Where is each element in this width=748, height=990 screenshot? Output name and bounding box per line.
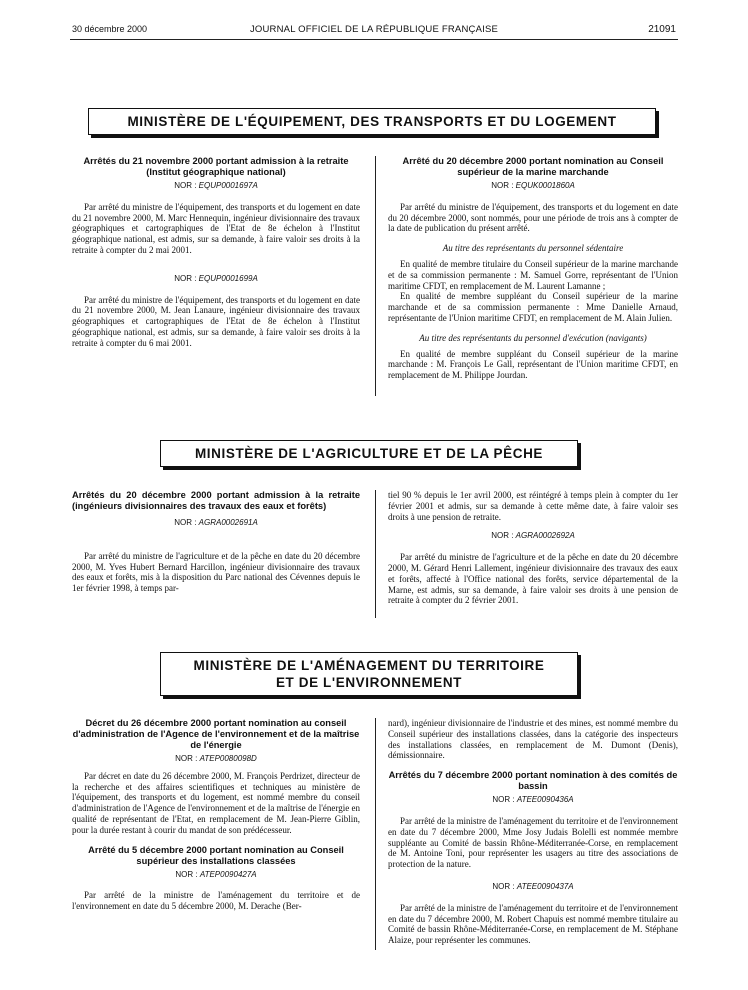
paragraph: En qualité de membre suppléant du Conseil supérieur de la marine marchande : M. François Le Gall, représentant de l'Union maritime CFDT, en remplacement de M. Philippe Jourdan. [388, 348, 678, 381]
nor-reference: NOR : EQUK0001860A [491, 181, 575, 190]
amenagement-left-column [72, 718, 360, 921]
ministry-heading-amenagement [160, 652, 578, 696]
ministry-heading-equipement: MINISTÈRE DE L'ÉQUIPEMENT, DES TRANSPORTS ET DU LOGEMENT [88, 108, 656, 135]
journal-title: JOURNAL OFFICIEL DE LA RÉPUBLIQUE FRANÇAISE [249, 24, 499, 35]
equipement-left-column [72, 156, 360, 358]
agriculture-right-column [388, 490, 678, 615]
paragraph: En qualité de membre titulaire du Conseil supérieur de la marine marchande et de sa commission permanente : M. Samuel Gorre, représentant de l'Union maritime CFDT, en remplacement de M. Laurent Lamanne ; [388, 258, 678, 291]
paragraph: Par décret en date du 26 décembre 2000, M. François Perdrizet, directeur de la recherche et des affaires scientifiques et techniques au ministère de l'équipement, des transports et du logement, est nommé membre du conseil d'administration de l'Agence de l'environnement et de la maîtrise de l'énergie en qualité de représentant de l'Etat, en remplacement de M. Jean-Pierre Giblin, pour la durée restant à courir du mandat de son prédécesseur. [72, 770, 360, 835]
column-divider [375, 718, 376, 950]
header-date: 30 décembre 2000 [72, 24, 148, 34]
nor-reference: NOR : AGRA0002691A [174, 518, 258, 527]
paragraph: Par arrêté de la ministre de l'aménagement du territoire et de l'environnement en date du 7 décembre 2000, M. Robert Chapuis est nommé membre titulaire au Comité de bassin Rhône-Méditerranée-Corse, en remplacement de M. Stéphane Alaize, pour représenter les communes. [388, 902, 678, 946]
subheading: Au titre des représentants du personnel sédentaire [442, 243, 624, 254]
nor-reference: NOR : AGRA0002692A [491, 531, 575, 541]
ministry-heading-line: MINISTÈRE DE L'AMÉNAGEMENT DU TERRITOIRE [193, 658, 545, 673]
subheading: Au titre des représentants du personnel d'exécution (navigants) [419, 332, 647, 343]
paragraph: Par arrêté du ministre de l'équipement, des transports et du logement en date du 21 novembre 2000, M. Jean Lanaure, ingénieur divisionnaire des travaux géographiques et cartographiques de l'Etat de 8e échelon à l'Institut géographique national, est admis, sur sa demande, à faire valoir ses droits à la retraite à compter du 6 mai 2001. [72, 294, 360, 348]
nor-reference: NOR : EQUP0001697A [174, 181, 258, 190]
paragraph: Par arrêté de la ministre de l'aménagement du territoire et de l'environnement en date du 7 décembre 2000, Mme Josy Judais Bolelli est nommée membre suppléante au Comité de bassin Rhône-Méditerranée-Corse, en remplacement de M. Antoine Toni, pour représenter les usagers au titre des associations de protection de la nature. [388, 815, 678, 870]
paragraph: Par arrêté du ministre de l'équipement, des transports et du logement en date du 21 novembre 2000, M. Marc Hennequin, ingénieur divisionnaire des travaux géographiques et cartographiques de l'Etat de 8e échelon à l'Institut géographique national, est admis, sur sa demande, à faire valoir ses droits à la retraite à compter du 2 mai 2001. [72, 201, 360, 255]
ministry-heading-line: ET DE L'ENVIRONNEMENT [275, 675, 463, 690]
nor-reference: NOR : ATEE0090436A [492, 795, 574, 805]
page-number: 21091 [648, 24, 676, 35]
column-divider [375, 156, 376, 396]
nor-reference: NOR : ATEP0080098D [175, 754, 257, 763]
amenagement-right-column [388, 718, 678, 955]
nor-reference: NOR : ATEE0090437A [492, 881, 574, 891]
article-title: Décret du 26 décembre 2000 portant nomination au conseil d'administration de l'Agence de l'environnement et de la maîtrise de l'énergie [72, 718, 360, 750]
ministry-heading-agriculture: MINISTÈRE DE L'AGRICULTURE ET DE LA PÊCHE [160, 440, 578, 467]
article-title: Arrêtés du 21 novembre 2000 portant admission à la retraite (Institut géographique national) [83, 156, 349, 177]
article-title: Arrêté du 5 décembre 2000 portant nomination au Conseil supérieur des installations classées [88, 844, 344, 866]
paragraph: En qualité de membre suppléant du Conseil supérieur de la marine marchande et de sa commission permanente : Mme Danielle Arnaud, représentante de l'Union maritime CFDT, en remplacement de M. Alain Julien. [388, 291, 678, 323]
paragraph: Par arrêté du ministre de l'agriculture et de la pêche en date du 20 décembre 2000, M. Yves Hubert Bernard Harcillon, ingénieur divisionnaire des travaux des eaux et forêts, mis à la disposition du Parc national des Cévennes depuis le 1er février 1998, à temps par- [72, 550, 360, 594]
paragraph: Par arrêté du ministre de l'agriculture et de la pêche en date du 20 décembre 2000, M. Gérard Henri Lallement, ingénieur divisionnaire des travaux des eaux et forêts, affecté à l'Office national des forêts, service départemental de la Marne, est admis, sur sa demande, à faire valoir ses droits à une pension de retraite à compter du 2 février 2001. [388, 552, 678, 606]
article-title: Arrêté du 20 décembre 2000 portant nomination au Conseil supérieur de la marine marchande [402, 156, 664, 177]
nor-reference: NOR : ATEP0090427A [175, 869, 257, 879]
nor-reference: NOR : EQUP0001699A [174, 273, 258, 283]
article-title: Arrêtés du 7 décembre 2000 portant nomination à des comités de bassin [388, 770, 678, 792]
paragraph: nard), ingénieur divisionnaire de l'industrie et des mines, est nommé membre du Conseil supérieur des installations classées, dans la catégorie des inspecteurs des installations classées, en remplacement de M. Dumont (Denis), démissionnaire. [388, 718, 678, 761]
paragraph: Par arrêté du ministre de l'équipement, des transports et du logement en date du 20 décembre 2000, sont nommés, pour une période de trois ans à compter de la date de publication du présent arrêté. [388, 201, 678, 234]
header-rule [70, 39, 678, 40]
agriculture-left-column [72, 490, 360, 603]
paragraph: Par arrêté de la ministre de l'aménagement du territoire et de l'environnement en date du 5 décembre 2000, M. Derache (Ber- [72, 890, 360, 912]
paragraph: tiel 90 % depuis le 1er avril 2000, est réintégré à temps plein à compter du 1er février 2001 et admis, sur sa demande à cette même date, à faire valoir ses droits à une pension de retraite. [388, 490, 678, 522]
column-divider [375, 490, 376, 618]
equipement-right-column [388, 156, 678, 390]
article-title: Arrêtés du 20 décembre 2000 portant admission à la retraite (ingénieurs divisionnaires des travaux des eaux et forêts) [72, 490, 360, 511]
